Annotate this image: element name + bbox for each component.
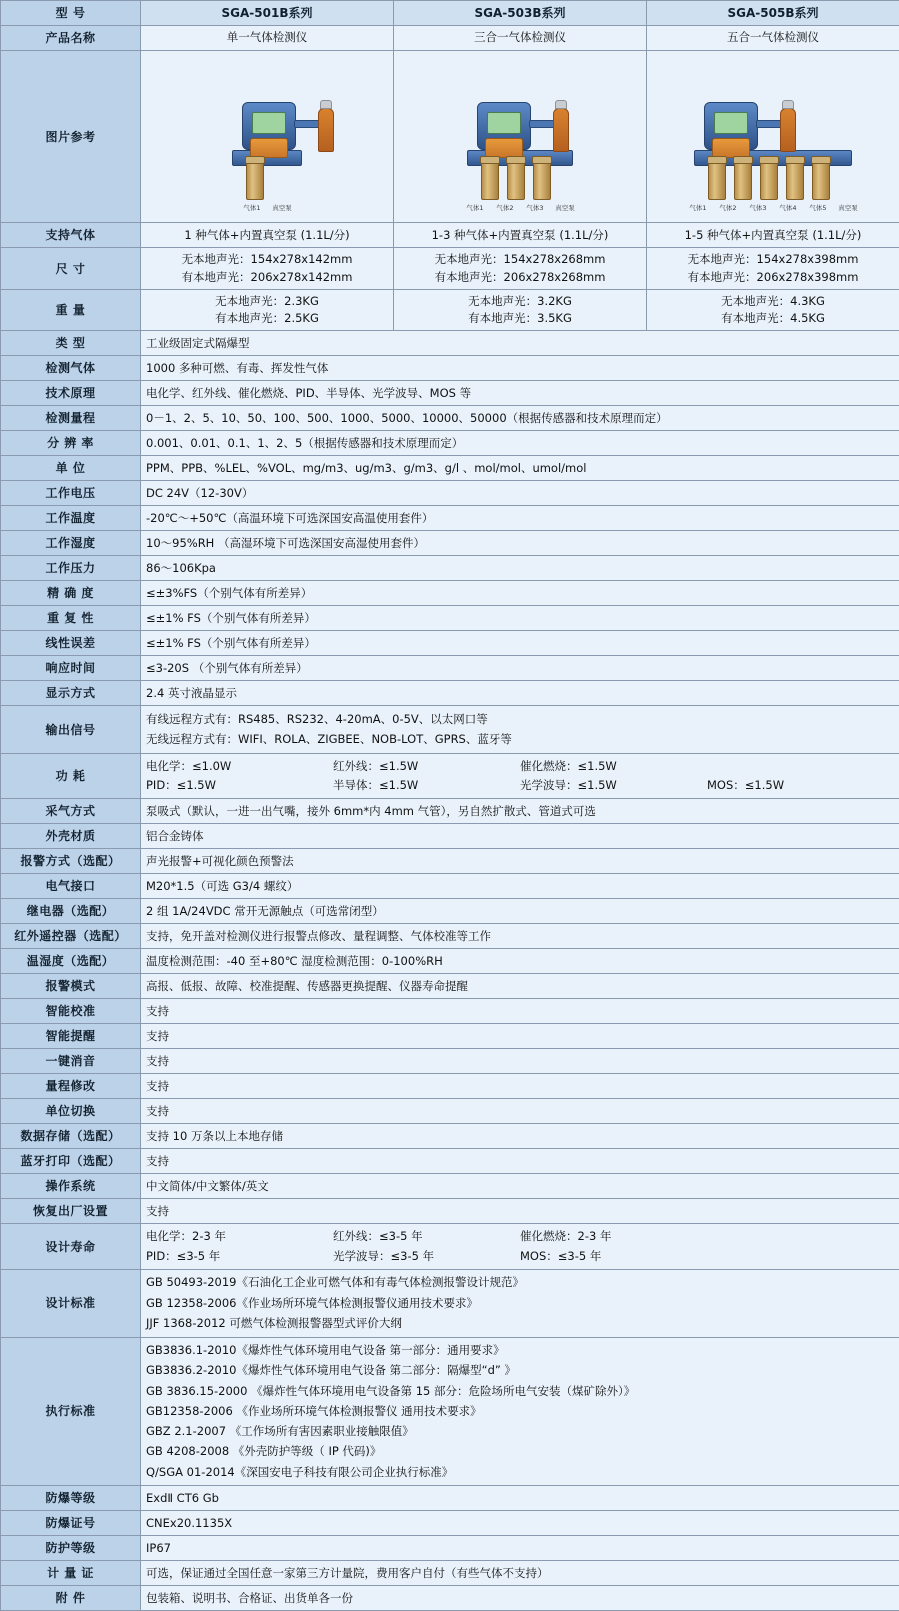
row-value-line: 有本地声光：4.5KG xyxy=(652,310,894,327)
row-value-cell: MOS：≤3-5 年 xyxy=(520,1247,707,1266)
table-row xyxy=(1,381,899,406)
row-value: 支持 xyxy=(141,1024,899,1049)
table-row xyxy=(1,1586,899,1611)
row-label: 执行标准 xyxy=(1,1337,141,1486)
row-label: 采气方式 xyxy=(1,799,141,824)
table-row xyxy=(1,1269,899,1337)
row-value: 86～106Kpa xyxy=(141,556,899,581)
row-value xyxy=(141,248,394,290)
row-value: 支持 xyxy=(141,1199,899,1224)
row-value: 支持 xyxy=(141,1074,899,1099)
row-value: 声光报警+可视化颜色预警法 xyxy=(141,849,899,874)
row-label: 重 量 xyxy=(1,289,141,331)
row-value-line: GB 50493-2019《石油化工企业可燃气体和有毒气体检测报警设计规范》 xyxy=(146,1273,894,1293)
row-value-line: 有本地声光：3.5KG xyxy=(399,310,641,327)
row-value-cell: 电化学：2-3 年 xyxy=(146,1227,333,1246)
device-image-505b: 气体1 气体2 气体3 气体4 气体5 真空泵 xyxy=(647,51,899,223)
table-row xyxy=(1,899,899,924)
row-value: 1-3 种气体+内置真空泵 (1.1L/分) xyxy=(394,223,647,248)
row-label: 报警模式 xyxy=(1,974,141,999)
row-value-line: JJF 1368-2012 可燃气体检测报警器型式评价大纲 xyxy=(146,1313,894,1333)
row-label: 类 型 xyxy=(1,331,141,356)
table-row xyxy=(1,999,899,1024)
table-row xyxy=(1,706,899,754)
row-label: 设计标准 xyxy=(1,1269,141,1337)
row-label: 检测气体 xyxy=(1,356,141,381)
table-row-image xyxy=(1,51,899,223)
row-label: 检测量程 xyxy=(1,406,141,431)
row-value: 泵吸式（默认，一进一出气嘴，接外 6mm*内 4mm 气管），另自然扩散式、管道式可选 xyxy=(141,799,899,824)
row-value: 中文简体/中文繁体/英文 xyxy=(141,1174,899,1199)
row-value: 工业级固定式隔爆型 xyxy=(141,331,899,356)
row-value-cell: 半导体：≤1.5W xyxy=(333,776,520,795)
row-label: 工作电压 xyxy=(1,481,141,506)
row-value-line: GB 3836.15-2000 《爆炸性气体环境用电气设备第 15 部分：危险场所电气安装（煤矿除外）》 xyxy=(146,1381,894,1401)
table-row xyxy=(1,1174,899,1199)
row-value: 0－1、2、5、10、50、100、500、1000、5000、10000、50000（根据传感器和技术原理而定） xyxy=(141,406,899,431)
table-row xyxy=(1,974,899,999)
table-row xyxy=(1,631,899,656)
table-row xyxy=(1,331,899,356)
row-value-line: 有线远程方式有：RS485、RS232、4-20mA、0-5V、以太网口等 xyxy=(146,709,894,729)
table-row xyxy=(1,1199,899,1224)
model-505b: SGA-505B系列 xyxy=(647,1,899,26)
row-label: 蓝牙打印（选配） xyxy=(1,1149,141,1174)
row-value: 1 种气体+内置真空泵 (1.1L/分) xyxy=(141,223,394,248)
row-value-cell: PID：≤1.5W xyxy=(146,776,333,795)
row-value: 温度检测范围：-40 至+80℃ 湿度检测范围：0-100%RH xyxy=(141,949,899,974)
row-value-cell: 催化燃烧：≤1.5W xyxy=(520,757,707,776)
table-row xyxy=(1,1561,899,1586)
table-row xyxy=(1,531,899,556)
model-503b: SGA-503B系列 xyxy=(394,1,647,26)
row-value-line: 有本地声光：206x278x398mm xyxy=(652,269,894,286)
row-label: 单 位 xyxy=(1,456,141,481)
row-label: 附 件 xyxy=(1,1586,141,1611)
row-value: 10～95%RH （高湿环境下可选深国安高湿使用套件） xyxy=(141,531,899,556)
row-value-cell xyxy=(707,757,894,776)
row-value-line: GB12358-2006 《作业场所环境气体检测报警仪 通用技术要求》 xyxy=(146,1401,894,1421)
row-value xyxy=(647,289,899,331)
table-row xyxy=(1,581,899,606)
row-value xyxy=(141,706,899,754)
row-value-cell: 红外线：≤3-5 年 xyxy=(333,1227,520,1246)
table-row xyxy=(1,1099,899,1124)
row-value: 包装箱、说明书、合格证、出货单各一份 xyxy=(141,1586,899,1611)
table-row xyxy=(1,1149,899,1174)
row-value: 支持 10 万条以上本地存储 xyxy=(141,1124,899,1149)
row-value xyxy=(394,289,647,331)
row-value-line: GB3836.1-2010《爆炸性气体环境用电气设备 第一部分：通用要求》 xyxy=(146,1341,894,1361)
product-name-501b: 单一气体检测仪 xyxy=(141,26,394,51)
row-label: 尺 寸 xyxy=(1,248,141,290)
table-row-model xyxy=(1,1,899,26)
row-value-line: 无本地声光：154x278x398mm xyxy=(652,251,894,268)
table-row xyxy=(1,1536,899,1561)
row-label: 恢复出厂设置 xyxy=(1,1199,141,1224)
table-row xyxy=(1,289,899,331)
row-value-line: Q/SGA 01-2014《深国安电子科技有限公司企业执行标准》 xyxy=(146,1462,894,1482)
row-value: 1-5 种气体+内置真空泵 (1.1L/分) xyxy=(647,223,899,248)
row-value-cell: 催化燃烧：2-3 年 xyxy=(520,1227,707,1246)
table-row xyxy=(1,356,899,381)
row-value: ExdⅡ CT6 Gb xyxy=(141,1486,899,1511)
device-image-501b: 气体1 真空泵 xyxy=(141,51,394,223)
row-label: 功 耗 xyxy=(1,753,141,799)
row-value: ≤±1% FS（个别气体有所差异） xyxy=(141,606,899,631)
table-row xyxy=(1,949,899,974)
row-value: M20*1.5（可选 G3/4 螺纹） xyxy=(141,874,899,899)
row-value-cell: 光学波导：≤3-5 年 xyxy=(333,1247,520,1266)
row-value: IP67 xyxy=(141,1536,899,1561)
table-row xyxy=(1,556,899,581)
table-row xyxy=(1,406,899,431)
table-row xyxy=(1,606,899,631)
row-value-cell xyxy=(707,1247,894,1266)
row-label: 输出信号 xyxy=(1,706,141,754)
row-value xyxy=(141,753,899,799)
row-value: 可选，保证通过全国任意一家第三方计量院，费用客户自付（有些气体不支持） xyxy=(141,1561,899,1586)
row-label: 工作湿度 xyxy=(1,531,141,556)
row-value-line: 有本地声光：2.5KG xyxy=(146,310,388,327)
row-value-line: 有本地声光：206x278x142mm xyxy=(146,269,388,286)
row-label: 防爆等级 xyxy=(1,1486,141,1511)
row-label: 外壳材质 xyxy=(1,824,141,849)
table-body xyxy=(1,1,899,1611)
row-label: 重 复 性 xyxy=(1,606,141,631)
row-label: 智能提醒 xyxy=(1,1024,141,1049)
row-label: 计 量 证 xyxy=(1,1561,141,1586)
row-value xyxy=(141,1337,899,1486)
table-row xyxy=(1,849,899,874)
row-label: 显示方式 xyxy=(1,681,141,706)
table-row xyxy=(1,681,899,706)
row-value-line: GB 12358-2006《作业场所环境气体检测报警仪通用技术要求》 xyxy=(146,1293,894,1313)
row-value xyxy=(394,248,647,290)
row-value-line: GB 4208-2008 《外壳防护等级（ IP 代码)》 xyxy=(146,1442,894,1462)
table-row xyxy=(1,824,899,849)
model-501b: SGA-501B系列 xyxy=(141,1,394,26)
row-label: 报警方式（选配） xyxy=(1,849,141,874)
row-value xyxy=(141,1269,899,1337)
table-row xyxy=(1,456,899,481)
row-value: ≤±3%FS（个别气体有所差异） xyxy=(141,581,899,606)
table-row xyxy=(1,506,899,531)
table-row xyxy=(1,431,899,456)
row-label: 温湿度（选配） xyxy=(1,949,141,974)
row-value: CNEx20.1135X xyxy=(141,1511,899,1536)
device-image-503b: 气体1 气体2 气体3 真空泵 xyxy=(394,51,647,223)
row-value xyxy=(647,248,899,290)
row-label: 技术原理 xyxy=(1,381,141,406)
row-value: 支持，免开盖对检测仪进行报警点修改、量程调整、气体校准等工作 xyxy=(141,924,899,949)
row-value: ≤3-20S （个别气体有所差异） xyxy=(141,656,899,681)
row-label: 一键消音 xyxy=(1,1049,141,1074)
row-value: 电化学、红外线、催化燃烧、PID、半导体、光学波导、MOS 等 xyxy=(141,381,899,406)
row-value-line: 无本地声光：4.3KG xyxy=(652,293,894,310)
row-label: 支持气体 xyxy=(1,223,141,248)
row-value: DC 24V（12-30V） xyxy=(141,481,899,506)
table-row xyxy=(1,248,899,290)
row-value: 支持 xyxy=(141,1049,899,1074)
row-label: 智能校准 xyxy=(1,999,141,1024)
table-row xyxy=(1,753,899,799)
table-row xyxy=(1,1337,899,1486)
row-label: 工作温度 xyxy=(1,506,141,531)
row-label-product-name: 产品名称 xyxy=(1,26,141,51)
row-value: 0.001、0.01、0.1、1、2、5（根据传感器和技术原理而定） xyxy=(141,431,899,456)
row-value-cell: PID：≤3-5 年 xyxy=(146,1247,333,1266)
row-value-line: 无本地声光：2.3KG xyxy=(146,293,388,310)
row-label: 精 确 度 xyxy=(1,581,141,606)
table-row xyxy=(1,924,899,949)
row-value-line: GB3836.2-2010《爆炸性气体环境用电气设备 第二部分：隔爆型“d” 》 xyxy=(146,1361,894,1381)
row-label: 线性误差 xyxy=(1,631,141,656)
product-name-503b: 三合一气体检测仪 xyxy=(394,26,647,51)
table-row-product-name xyxy=(1,26,899,51)
row-value: ≤±1% FS（个别气体有所差异） xyxy=(141,631,899,656)
table-row xyxy=(1,1511,899,1536)
row-value-cell: 光学波导：≤1.5W xyxy=(520,776,707,795)
table-row xyxy=(1,1024,899,1049)
row-value-line: 无本地声光：154x278x268mm xyxy=(399,251,641,268)
row-label: 设计寿命 xyxy=(1,1224,141,1270)
row-value-line: 无线远程方式有：WIFI、ROLA、ZIGBEE、NOB-LOT、GPRS、蓝牙等 xyxy=(146,730,894,750)
row-value: 铝合金铸体 xyxy=(141,824,899,849)
product-name-505b: 五合一气体检测仪 xyxy=(647,26,899,51)
row-value-cell xyxy=(707,1227,894,1246)
table-row xyxy=(1,874,899,899)
row-label: 工作压力 xyxy=(1,556,141,581)
row-label: 继电器（选配） xyxy=(1,899,141,924)
table-row xyxy=(1,1224,899,1270)
row-value: PPM、PPB、%LEL、%VOL、mg/m3、ug/m3、g/m3、g/l 、mol/mol、umol/mol xyxy=(141,456,899,481)
row-value-line: 有本地声光：206x278x268mm xyxy=(399,269,641,286)
table-row xyxy=(1,481,899,506)
table-row xyxy=(1,1049,899,1074)
table-row xyxy=(1,656,899,681)
row-value: 1000 多种可燃、有毒、挥发性气体 xyxy=(141,356,899,381)
row-label: 操作系统 xyxy=(1,1174,141,1199)
row-value-line: GBZ 2.1-2007 《工作场所有害因素职业接触限值》 xyxy=(146,1422,894,1442)
row-value-line: 无本地声光：3.2KG xyxy=(399,293,641,310)
row-label: 量程修改 xyxy=(1,1074,141,1099)
row-label-image: 图片参考 xyxy=(1,51,141,223)
row-value-cell: 电化学：≤1.0W xyxy=(146,757,333,776)
row-value-cell: MOS：≤1.5W xyxy=(707,776,894,795)
row-value: 高报、低报、故障、校准提醒、传感器更换提醒、仪器寿命提醒 xyxy=(141,974,899,999)
row-label: 数据存储（选配） xyxy=(1,1124,141,1149)
row-value: 支持 xyxy=(141,999,899,1024)
row-label: 防爆证号 xyxy=(1,1511,141,1536)
row-label: 响应时间 xyxy=(1,656,141,681)
table-row xyxy=(1,1124,899,1149)
row-value: 2 组 1A/24VDC 常开无源触点（可选常闭型） xyxy=(141,899,899,924)
row-value-cell: 红外线：≤1.5W xyxy=(333,757,520,776)
row-value: 支持 xyxy=(141,1149,899,1174)
row-value-line: 无本地声光：154x278x142mm xyxy=(146,251,388,268)
row-value xyxy=(141,289,394,331)
row-label-model: 型 号 xyxy=(1,1,141,26)
table-row xyxy=(1,1074,899,1099)
row-value xyxy=(141,1224,899,1270)
row-label: 红外遥控器（选配） xyxy=(1,924,141,949)
table-row xyxy=(1,799,899,824)
row-value: -20℃～+50℃（高温环境下可选深国安高温使用套件） xyxy=(141,506,899,531)
row-value: 2.4 英寸液晶显示 xyxy=(141,681,899,706)
row-label: 防护等级 xyxy=(1,1536,141,1561)
table-row xyxy=(1,223,899,248)
table-row xyxy=(1,1486,899,1511)
row-label: 分 辨 率 xyxy=(1,431,141,456)
row-label: 单位切换 xyxy=(1,1099,141,1124)
row-value: 支持 xyxy=(141,1099,899,1124)
row-label: 电气接口 xyxy=(1,874,141,899)
